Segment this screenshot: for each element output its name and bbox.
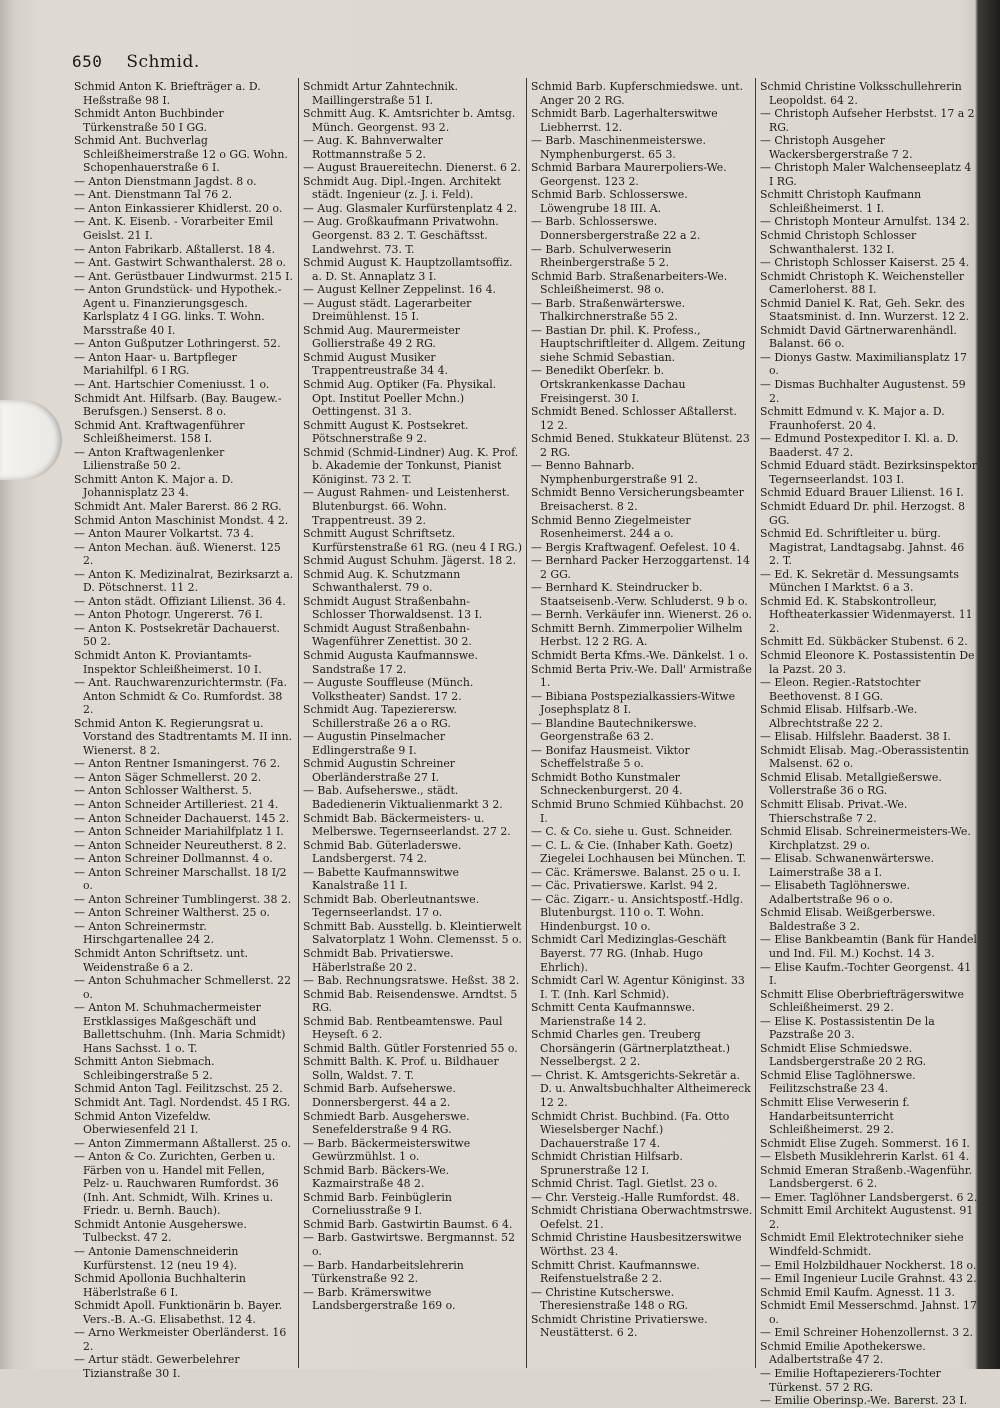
directory-entry: — Bergis Kraftwagenf. Oefelest. 10 4. bbox=[531, 540, 740, 554]
directory-entry: Schmidt Elise Zugeh. Sommerst. 16 I. bbox=[760, 1136, 970, 1150]
directory-entry: — Benedikt Oberſekr. b. Ortskrankenkasse Dachau Freisingerst. 30 I. bbox=[531, 364, 686, 405]
directory-entry: Schmid Bab. Güterladerswe. Landsbergerst. 74 2. bbox=[303, 838, 462, 866]
directory-entry: Schmidt Anton Buchbinder Türkenstraße 50 I GG. bbox=[74, 107, 224, 134]
running-head: Schmid. bbox=[126, 52, 200, 72]
directory-entry: Schmitt Balth. K. Prof. u. Bildhauer Solln, Waldst. 7. T. bbox=[303, 1055, 499, 1082]
directory-entry: Schmid Ed. Schriftleiter u. bürg. Magistrat, Landtagsabg. Jahnst. 46 2. T. bbox=[760, 527, 965, 568]
directory-entry: — Bernh. Verkäufer inn. Wienerst. 26 o. bbox=[531, 608, 752, 622]
directory-entry: — Anton Schreiner Dollmannst. 4 o. bbox=[74, 852, 273, 866]
directory-entry: Schmidt Ant. Tagl. Nordendst. 45 I RG. bbox=[74, 1096, 291, 1110]
directory-entry: Schmid Elisab. Weißgerberswe. Baldestraße 3 2. bbox=[760, 906, 936, 933]
directory-entry: Schmidt Artur Zahntechnik. Maillingerstraße 51 I. bbox=[303, 80, 458, 107]
directory-entry: — Ant. Rauchwarenzurichtermstr. (Fa. Anton Schmidt & Co. Rumfordst. 38 2. bbox=[74, 676, 287, 717]
directory-entry: — Emilie Hoftapezierers-Tochter Türkenst. 57 2 RG. bbox=[760, 1366, 941, 1394]
directory-column-4 bbox=[760, 80, 978, 1408]
directory-entry: — Anton Schuhmacher Schmellerst. 22 o. bbox=[74, 974, 291, 1001]
directory-entry: — Augustin Pinselmacher Edlingerstraße 9 I. bbox=[303, 730, 446, 757]
directory-entry: Schmitt Bab. Ausstellg. b. Kleintierwelt Salvatorplatz 1 Wohn. Clemensst. 5 o. bbox=[303, 919, 522, 947]
directory-entry: Schmidt Emil Elektrotechniker siehe Windfeld-Schmidt. bbox=[760, 1231, 964, 1259]
directory-entry: Schmid Christine Hausbesitzerswitwe Wörthst. 23 4. bbox=[531, 1231, 742, 1259]
directory-entry: — Blandine Bautechnikerswe. Georgenstraße 63 2. bbox=[531, 716, 697, 744]
directory-entry: Schmid Barbara Maurerpoliers-We. Georgenst. 123 2. bbox=[531, 161, 727, 188]
directory-entry: Schmitt August Schriftsetz. Kurfürstenstraße 61 RG. (neu 4 I RG.) bbox=[303, 527, 522, 554]
directory-entry: Schmid Augustin Schreiner Oberländerstraße 27 I. bbox=[303, 757, 455, 784]
directory-entry: — Anton Schneider Mariahilfplatz 1 I. bbox=[74, 825, 284, 839]
directory-entry: Schmidt August Straßenbahn-Wagenführer Zenettist. 30 2. bbox=[303, 621, 472, 649]
directory-entry: Schmitt Elisab. Privat.-We. Thierschstraße 7 2. bbox=[760, 797, 908, 825]
directory-entry: — Anton Rentner Ismaningerst. 76 2. bbox=[74, 757, 281, 771]
directory-entry: Schmid Bab. Reisendenswe. Arndtst. 5 RG. bbox=[303, 987, 518, 1015]
directory-entry: — Anton Schlosser Waltherst. 5. bbox=[74, 784, 253, 798]
directory-entry: Schmidt Apoll. Funktionärin b. Bayer. Vers.-B. A.-G. Elisabethst. 12 4. bbox=[74, 1299, 283, 1326]
directory-entry: — Babette Kaufmannswitwe Kanalstraße 11 I. bbox=[303, 865, 459, 893]
directory-entry: — August Brauereitechn. Dienerst. 6 2. bbox=[303, 161, 521, 175]
directory-entry: — Barb. Schlosserswe. Donnersbergerstraße 22 a 2. bbox=[531, 215, 701, 243]
directory-entry: — Elisabeth Taglöhnerswe. Adalbertstraße 96 o o. bbox=[760, 879, 911, 906]
directory-entry: — Anton Einkassierer Khidlerst. 20 o. bbox=[74, 201, 283, 215]
directory-entry: Schmidt Botho Kunstmaler Schneckenburgerst. 20 4. bbox=[531, 770, 683, 798]
directory-entry: Schmid Christ. Tagl. Gietlst. 23 o. bbox=[531, 1177, 718, 1191]
directory-entry: — Emil Ingenieur Lucile Grahnst. 43 2. bbox=[760, 1272, 977, 1286]
directory-entry: — Barb. Straßenwärterswe. Thalkirchnerstraße 55 2. bbox=[531, 296, 686, 324]
directory-entry: Schmid (Schmid-Lindner) Aug. K. Prof. b. Akademie der Tonkunst, Pianist Königinst. 73 2. T. bbox=[303, 445, 519, 486]
directory-entry: — Elsbeth Musiklehrerin Karlst. 61 4. bbox=[760, 1150, 970, 1164]
directory-entry: — Barb. Krämerswitwe Landsbergerstraße 169 o. bbox=[303, 1285, 456, 1313]
directory-entry: Schmid Elise Taglöhnerswe. Feilitzschstraße 23 4. bbox=[760, 1068, 916, 1096]
directory-entry: — Elise Bankbeamtin (Bank für Handel und Ind. Fil. M.) Kochst. 14 3. bbox=[760, 933, 977, 960]
directory-entry: Schmitt Emil Architekt Augustenst. 91 2. bbox=[760, 1204, 974, 1231]
column-rule bbox=[755, 78, 756, 1368]
directory-entry: — Elisab. Hilfslehr. Baaderst. 38 I. bbox=[760, 730, 951, 744]
directory-entry: — Anton Photogr. Ungererst. 76 I. bbox=[74, 608, 263, 622]
directory-entry: Schmid Barb. Bäckers-We. Kazmairstraße 48 2. bbox=[303, 1163, 450, 1191]
directory-entry: Schmidt Elisab. Mag.-Oberassistentin Malsenst. 62 o. bbox=[760, 743, 969, 771]
directory-entry: Schmid Barb. Straßenarbeiters-We. Schleißheimerst. 98 o. bbox=[531, 269, 728, 297]
directory-entry: Schmitt August K. Postsekret. Pötschnerstraße 9 2. bbox=[303, 418, 469, 446]
directory-entry: Schmidt Benno Versicherungsbeamter Breisacherst. 8 2. bbox=[531, 486, 744, 513]
directory-entry: — Anton Schneider Artilleriest. 21 4. bbox=[74, 797, 279, 811]
directory-entry: — Anton Schreinermstr. Hirschgartenallee 24 2. bbox=[74, 919, 214, 947]
directory-entry: — Ant. Hartschier Comeniusst. 1 o. bbox=[74, 378, 270, 392]
directory-entry: — Anton Maurer Volkartst. 73 4. bbox=[74, 527, 254, 541]
directory-entry: Schmid Aug. Maurermeister Gollierstraße 49 2 RG. bbox=[303, 323, 460, 351]
directory-entry: — Ant. Dienstmann Tal 76 2. bbox=[74, 188, 233, 202]
directory-entry: — Christoph Monteur Arnulfst. 134 2. bbox=[760, 215, 970, 229]
directory-entry: Schmidt Christiana Oberwachtmstrswe. Oefelst. 21. bbox=[531, 1204, 753, 1231]
directory-entry: Schmidt Antonie Ausgeherswe. Tulbeckst. 47 2. bbox=[74, 1217, 247, 1245]
directory-entry: Schmid Barb. Feinbüglerin Corneliusstraße 9 I. bbox=[303, 1190, 452, 1218]
directory-entry: — Anton Schneider Neureutherst. 8 2. bbox=[74, 838, 287, 852]
directory-entry: — Chr. Versteig.-Halle Rumfordst. 48. bbox=[531, 1190, 740, 1204]
directory-entry: — Dionys Gastw. Maximiliansplatz 17 o. bbox=[760, 350, 967, 378]
directory-entry: Schmidt Barb. Lagerhalterswitwe Liebherrst. 12. bbox=[531, 107, 718, 134]
directory-entry: Schmidt Carl W. Agentur Königinst. 33 I. T. (Inh. Karl Schmid). bbox=[531, 974, 745, 1001]
directory-entry: Schmid Anton K. Briefträger a. D. Heßstraße 98 I. bbox=[74, 80, 261, 107]
directory-entry: Schmid Ant. Kraftwagenführer Schleißheimerst. 158 I. bbox=[74, 418, 245, 446]
directory-entry: — Anton M. Schuhmachermeister Erstklassiges Maßgeschäft und Ballettschuhm. (Inh. Maria Schmidt) Hans Sachsst. 1 o. T. bbox=[74, 1001, 286, 1055]
directory-entry: Schmidt Aug. Dipl.-Ingen. Architekt städt. Ingenieur (z. J. i. Feld). bbox=[303, 174, 501, 202]
directory-entry: Schmid Charles gen. Treuberg Chorsängerin (Gärtnerplatztheat.) Nesselbergst. 2 2. bbox=[531, 1028, 730, 1069]
directory-entry: — Dismas Buchhalter Augustenst. 59 2. bbox=[760, 378, 966, 405]
directory-entry: — Arno Werkmeister Oberländerst. 16 2. bbox=[74, 1326, 287, 1353]
directory-entry: Schmid Anton K. Regierungsrat u. Vorstand des Stadtrentamts M. II inn. Wienerst. 8 2. bbox=[74, 716, 293, 757]
directory-entry: Schmid Eduard städt. Bezirksinspektor Tegernseerlandst. 103 I. bbox=[760, 459, 977, 486]
directory-entry: Schmidt Elise Schmiedswe. Landsbergerstraße 20 2 RG. bbox=[760, 1041, 927, 1069]
directory-entry: — Elise K. Postassistentin De la Pazstraße 20 3. bbox=[760, 1014, 935, 1042]
directory-entry: — Barb. Handarbeitslehrerin Türkenstraße 92 2. bbox=[303, 1258, 464, 1286]
directory-entry: Schmitt Anton K. Major a. D. Johannisplatz 23 4. bbox=[74, 472, 234, 500]
directory-entry: Schmitt Christoph Kaufmann Schleißheimerst. 1 I. bbox=[760, 188, 922, 215]
directory-entry: — Eleon. Regier.-Ratstochter Beethovenst. 8 I GG. bbox=[760, 676, 921, 703]
directory-entry: — Benno Bahnarb. Nymphenburgerstraße 91 2. bbox=[531, 459, 698, 486]
directory-entry: Schmid Emilie Apothekerswe. Adalbertstraße 47 2. bbox=[760, 1339, 926, 1367]
directory-entry: — Aug. Großkaufmann Privatwohn. Georgenst. 83 2. T. Geschäftsst. Landwehrst. 73. T. bbox=[303, 215, 499, 256]
directory-entry: — C. L. & Cie. (Inhaber Kath. Goetz) Ziegelei Lochhausen bei München. T. bbox=[531, 838, 746, 866]
directory-entry: Schmid Anton Maschinist Mondst. 4 2. bbox=[74, 513, 289, 527]
directory-entry: Schmid Emeran Straßenb.-Wagenführ. Landsbergerst. 6 2. bbox=[760, 1163, 973, 1191]
directory-entry: Schmid Barb. Schlosserswe. Löwengrube 18 III. A. bbox=[531, 188, 688, 215]
directory-column-3 bbox=[531, 80, 753, 1365]
directory-entry: — Anton Schreiner Waltherst. 25 o. bbox=[74, 906, 270, 920]
directory-entry: — Cäc. Privatierswe. Karlst. 94 2. bbox=[531, 879, 718, 893]
directory-entry: — Ant. K. Eisenb. - Vorarbeiter Emil Geislst. 21 I. bbox=[74, 215, 274, 243]
directory-entry: Schmid Benno Ziegelmeister Rosenheimerst. 244 a o. bbox=[531, 513, 691, 541]
directory-entry: — Emilie Oberinsp.-We. Barerst. 23 I. bbox=[760, 1394, 968, 1408]
column-rule bbox=[526, 78, 527, 1368]
directory-entry: — Anton Mechan. äuß. Wienerst. 125 2. bbox=[74, 540, 281, 568]
directory-entry: Schmidt Bab. Bäckermeisters- u. Melberswe. Tegernseerlandst. 27 2. bbox=[303, 811, 511, 839]
directory-entry: — Barb. Bäckermeisterswitwe Gewürzmühlst. 1 o. bbox=[303, 1136, 471, 1164]
directory-entry: Schmitt Bernh. Zimmerpolier Wilhelm Herbst. 12 2 RG. A. bbox=[531, 621, 743, 649]
directory-entry: Schmidt Bab. Privatierswe. Häberlstraße 20 2. bbox=[303, 947, 454, 974]
page-header bbox=[72, 52, 200, 72]
directory-entry: — Anton Dienstmann Jagdst. 8 o. bbox=[74, 174, 257, 188]
directory-entry: Schmitt Edmund v. K. Major a. D. Fraunhoferst. 20 4. bbox=[760, 405, 945, 432]
directory-entry: — Emil Holzbildhauer Nockherst. 18 o. bbox=[760, 1258, 977, 1272]
directory-entry: Schmitt Aug. K. Amtsrichter b. Amtsg. Münch. Georgenst. 93 2. bbox=[303, 107, 516, 134]
directory-entry: Schmid Eleonore K. Postassistentin De la Pazst. 20 3. bbox=[760, 648, 975, 676]
directory-entry: — Anton Grundstück- und Hypothek.-Agent u. Finanzierungsgesch. Karlsplatz 4 I GG. links. T. Wohn. Marsstraße 40 I. bbox=[74, 283, 282, 337]
directory-entry: — Elise Kaufm.-Tochter Georgenst. 41 I. bbox=[760, 960, 972, 988]
directory-entry: Schmiedt Barb. Ausgeherswe. Senefelderstraße 9 4 RG. bbox=[303, 1109, 470, 1137]
directory-entry: Schmid Bab. Rentbeamtenswe. Paul Heyseſt. 6 2. bbox=[303, 1014, 503, 1042]
directory-entry: — Artur städt. Gewerbelehrer Tizianstraße 30 I. bbox=[74, 1353, 240, 1380]
directory-entry: Schmid Bened. Stukkateur Blütenst. 23 2 RG. bbox=[531, 432, 750, 459]
directory-entry: Schmidt Christoph K. Weichensteller Camerloherst. 88 I. bbox=[760, 269, 965, 297]
directory-entry: — Bibiana Postspezialkassiers-Witwe Josephsplatz 8 I. bbox=[531, 689, 736, 717]
directory-entry: — Christoph Ausgeher Wackersbergerstraße 7 2. bbox=[760, 134, 913, 161]
directory-entry: — Anton Säger Schmellerst. 20 2. bbox=[74, 770, 262, 784]
directory-entry: — Anton Schreiner Marschallst. 18 I/2 o. bbox=[74, 865, 287, 893]
directory-entry: Schmid Emil Kaufm. Agnesst. 11 3. bbox=[760, 1285, 955, 1299]
directory-entry: — Christoph Maler Walchenseeplatz 4 I RG. bbox=[760, 161, 972, 188]
directory-entry: Schmid Anton Vizefeldw. Oberwiesenfeld 21 I. bbox=[74, 1109, 211, 1137]
directory-entry: — Bab. Aufseherswe., städt. Badedienerin Viktualienmarkt 3 2. bbox=[303, 784, 503, 811]
directory-entry: Schmid Christoph Schlosser Schwanthalerst. 132 I. bbox=[760, 229, 917, 256]
column-rule bbox=[298, 78, 299, 1368]
directory-entry: — Ant. Gerüstbauer Lindwurmst. 215 I. bbox=[74, 269, 293, 283]
directory-entry: Schmidt Aug. Tapezierersw. Schillerstraße 26 a o RG. bbox=[303, 703, 457, 730]
directory-entry: — Anton Kraftwagenlenker Lilienstraße 50 2. bbox=[74, 445, 225, 473]
directory-entry: Schmid Christine Volksschullehrerin Leopoldst. 64 2. bbox=[760, 80, 962, 107]
directory-entry: Schmidt Carl Medizinglas-Geschäft Bayerst. 77 RG. (Inhab. Hugo Ehrlich). bbox=[531, 933, 727, 974]
directory-entry: Schmitt Centa Kaufmannswe. Marienstraße 14 2. bbox=[531, 1001, 696, 1028]
directory-entry: — Aug. Glasmaler Kurfürstenplatz 4 2. bbox=[303, 201, 517, 215]
directory-entry: Schmitt Ed. Sükbäcker Stubenst. 6 2. bbox=[760, 635, 968, 649]
directory-entry: Schmidt Christine Privatierswe. Neustätterst. 6 2. bbox=[531, 1312, 708, 1340]
directory-entry: — August Kellner Zeppelinst. 16 4. bbox=[303, 283, 497, 297]
directory-entry: Schmidt Anton K. Proviantamts-Inspektor Schleißheimerst. 10 I. bbox=[74, 648, 262, 676]
directory-entry: — Anton Schneider Dachauerst. 145 2. bbox=[74, 811, 290, 825]
directory-entry: Schmid Elisab. Metallgießerswe. Vollerstraße 36 o RG. bbox=[760, 770, 942, 798]
directory-entry: — Antonie Damenschneiderin Kurfürstenst. 12 (neu 19 4). bbox=[74, 1245, 239, 1272]
directory-entry: Schmidt Eduard Dr. phil. Herzogst. 8 GG. bbox=[760, 499, 966, 527]
directory-entry: — Cäc. Zigarr.- u. Ansichtspostf.-Hdlg. Blutenburgst. 110 o. T. Wohn. Hindenburgst. 10 o. bbox=[531, 892, 744, 933]
directory-entry: Schmid Balth. Gütler Forstenried 55 o. bbox=[303, 1041, 518, 1055]
directory-entry: Schmid Aug. Optiker (Fa. Physikal. Opt. Institut Poeller Mchn.) Oettingenst. 31 3. bbox=[303, 378, 497, 419]
directory-entry: Schmidt Ant. Hilfsarb. (Bay. Baugew.-Berufsgen.) Senserst. 8 o. bbox=[74, 391, 282, 419]
directory-entry: Schmid Augusta Kaufmannswe. Sandstraße 17 2. bbox=[303, 648, 478, 676]
directory-entry: Schmitt Elise Oberbriefträgerswitwe Schleißheimerst. 29 2. bbox=[760, 987, 964, 1015]
directory-entry: Schmid Elisab. Hilfsarb.-We. Albrechtstraße 22 2. bbox=[760, 703, 918, 730]
directory-entry: — Ed. K. Sekretär d. Messungsamts München I Marktst. 6 a 3. bbox=[760, 567, 959, 595]
directory-entry: — Cäc. Krämerswe. Balanst. 25 o u. I. bbox=[531, 865, 741, 879]
directory-entry: — Edmund Postexpeditor I. Kl. a. D. Baaderst. 47 2. bbox=[760, 432, 959, 459]
directory-entry: Schmidt David Gärtnerwarenhändl. Balanst. 66 o. bbox=[760, 323, 957, 351]
directory-entry: Schmidt Christ. Buchbind. (Fa. Otto Wieselsberger Nachf.) Dachauerstraße 17 4. bbox=[531, 1109, 730, 1150]
directory-entry: Schmid Elisab. Schreinermeisters-We. Kirchplatzst. 29 o. bbox=[760, 825, 971, 852]
directory-entry: — Anton K. Postsekretär Dachauerst. 50 2. bbox=[74, 621, 280, 649]
directory-entry: — Anton städt. Offiziant Lilienst. 36 4. bbox=[74, 594, 286, 608]
directory-entry: — Aug. K. Bahnverwalter Rottmannstraße 5 2. bbox=[303, 134, 443, 161]
directory-column-1 bbox=[74, 80, 294, 1380]
directory-entry: — Bab. Rechnungsratswe. Heßst. 38 2. bbox=[303, 974, 520, 988]
directory-entry: — Christoph Schlosser Kaiserst. 25 4. bbox=[760, 256, 970, 270]
directory-entry: Schmidt Ant. Maler Barerst. 86 2 RG. bbox=[74, 499, 282, 513]
directory-entry: Schmidt Christian Hilfsarb. Sprunerstraße 12 I. bbox=[531, 1150, 683, 1177]
directory-entry: — Anton Zimmermann Aßtallerst. 25 o. bbox=[74, 1136, 291, 1150]
directory-entry: Schmid Daniel K. Rat, Geh. Sekr. des Staatsminist. d. Inn. Wurzerst. 12 2. bbox=[760, 296, 970, 324]
directory-entry: — Ant. Gastwirt Schwanthalerst. 28 o. bbox=[74, 256, 286, 270]
directory-entry: — Bernhard Packer Herzoggartenst. 14 2 GG. bbox=[531, 554, 750, 581]
directory-entry: — Barb. Gastwirtswe. Bergmannst. 52 o. bbox=[303, 1231, 515, 1259]
directory-entry: — Christoph Aufseher Herbstst. 17 a 2 RG. bbox=[760, 107, 975, 134]
directory-entry: Schmidt Emil Messerschmd. Jahnst. 17 o. bbox=[760, 1299, 977, 1326]
directory-entry: — Emer. Taglöhner Landsbergerst. 6 2. bbox=[760, 1190, 978, 1204]
directory-entry: — Anton Gußputzer Lothringerst. 52. bbox=[74, 337, 281, 351]
directory-entry: Schmid Eduard Brauer Lilienst. 16 I. bbox=[760, 486, 964, 500]
directory-entry: — Bastian Dr. phil. K. Profess., Hauptschriftleiter d. Allgem. Zeitung siehe Schmid Sebastian. bbox=[531, 323, 746, 364]
directory-entry: Schmid August Schuhm. Jägerst. 18 2. bbox=[303, 554, 517, 568]
page-number: 650 bbox=[72, 52, 103, 71]
directory-entry: Schmid Berta Priv.-We. Dall' Armistraße 1. bbox=[531, 662, 752, 690]
directory-entry: — August städt. Lagerarbeiter Dreimühlenst. 15 I. bbox=[303, 296, 472, 324]
directory-entry: Schmidt Bened. Schlosser Aßtallerst. 12 2. bbox=[531, 405, 737, 432]
directory-column-2 bbox=[303, 80, 523, 1365]
directory-entry: — Auguste Souffleuse (Münch. Volkstheater) Sandst. 17 2. bbox=[303, 676, 474, 703]
directory-entry: Schmidt Bab. Oberleutnantswe. Tegernseerlandst. 17 o. bbox=[303, 892, 480, 920]
directory-entry: Schmidt Anton Schriftsetz. unt. Weidenstraße 6 a 2. bbox=[74, 947, 249, 974]
directory-entry: — Elisab. Schwanenwärterswe. Laimerstraße 38 a I. bbox=[760, 852, 934, 879]
directory-entry: Schmidt August Straßenbahn-Schlosser Thorwaldsenst. 13 I. bbox=[303, 594, 483, 622]
directory-entry: Schmid Barb. Aufseherswe. Donnersbergerst. 44 a 2. bbox=[303, 1082, 456, 1110]
directory-entry: Schmid Apollonia Buchhalterin Häberlstraße 6 I. bbox=[74, 1272, 246, 1299]
directory-entry: — Bonifaz Hausmeist. Viktor Scheffelstraße 5 o. bbox=[531, 743, 690, 771]
directory-entry: Schmid Ed. K. Stabskontrolleur, Hoftheaterkassier Widenmayerst. 11 2. bbox=[760, 594, 973, 635]
directory-entry: — Christine Kutscherswe. Theresienstraße 148 o RG. bbox=[531, 1285, 688, 1313]
directory-entry: Schmitt Anton Siebmach. Schleibingerstraße 5 2. bbox=[74, 1055, 215, 1082]
directory-entry: — August Rahmen- und Leistenherst. Blutenburgst. 66. Wohn. Trappentreust. 39 2. bbox=[303, 486, 510, 527]
directory-entry: Schmid Bruno Schmied Kühbachst. 20 I. bbox=[531, 797, 744, 825]
book-gutter bbox=[978, 0, 1000, 1369]
directory-entry: — Anton Fabrikarb. Aßtallerst. 18 4. bbox=[74, 242, 276, 256]
directory-entry: — Barb. Maschinenmeisterswe. Nymphenburgerst. 65 3. bbox=[531, 134, 706, 161]
directory-entry: Schmid Aug. K. Schutzmann Schwanthalerst. 79 o. bbox=[303, 567, 461, 595]
directory-entry: — Christ. K. Amtsgerichts-Sekretär a. D. u. Anwaltsbuchhalter Altheimereck 12 2. bbox=[531, 1068, 751, 1110]
directory-entry: — Anton & Co. Zurichten, Gerben u. Färben von u. Handel mit Fellen, Pelz- u. Rauchwaren Rumfordst. 36 (Inh. Ant. Schmidt, Wilh. Krines u. Friedr. u. Bernh. Bauch). bbox=[74, 1150, 279, 1218]
directory-entry: Schmid August K. Hauptzollamtsoffiz. a. D. St. Annaplatz 3 I. bbox=[303, 256, 513, 283]
directory-entry: Schmid Barb. Gastwirtin Baumst. 6 4. bbox=[303, 1217, 513, 1231]
directory-entry: — Barb. Schulverweserin Rheinbergerstraße 5 2. bbox=[531, 242, 672, 270]
directory-entry: Schmid Barb. Kupferschmiedswe. unt. Anger 20 2 RG. bbox=[531, 80, 744, 107]
directory-entry: Schmidt Berta Kfms.-We. Dänkelst. 1 o. bbox=[531, 648, 749, 662]
directory-entry: — Anton K. Medizinalrat, Bezirksarzt a. D. Pötschnerst. 11 2. bbox=[74, 567, 294, 595]
directory-entry: — Bernhard K. Steindrucker b. Staatseisenb.-Verw. Schluderst. 9 b o. bbox=[531, 581, 748, 608]
directory-entry: — C. & Co. siehe u. Gust. Schneider. bbox=[531, 825, 733, 839]
directory-entry: Schmitt Elise Verweserin f. Handarbeitsunterricht Schleißheimerst. 29 2. bbox=[760, 1096, 910, 1137]
directory-entry: Schmid August Musiker Trappentreustraße 34 4. bbox=[303, 350, 448, 378]
directory-entry: — Anton Schreiner Tumblingerst. 38 2. bbox=[74, 892, 292, 906]
directory-entry: — Emil Schreiner Hohenzollernst. 3 2. bbox=[760, 1326, 974, 1340]
directory-entry: — Anton Haar- u. Bartpfleger Mariahilfpl. 6 I RG. bbox=[74, 350, 237, 378]
directory-entry: Schmid Ant. Buchverlag Schleißheimerstraße 12 o GG. Wohn. Schopenhauerstraße 6 I. bbox=[74, 134, 288, 175]
directory-entry: Schmitt Christ. Kaufmannswe. Reifenstuelstraße 2 2. bbox=[531, 1258, 700, 1286]
directory-entry: Schmid Anton Tagl. Feilitzschst. 25 2. bbox=[74, 1082, 283, 1096]
